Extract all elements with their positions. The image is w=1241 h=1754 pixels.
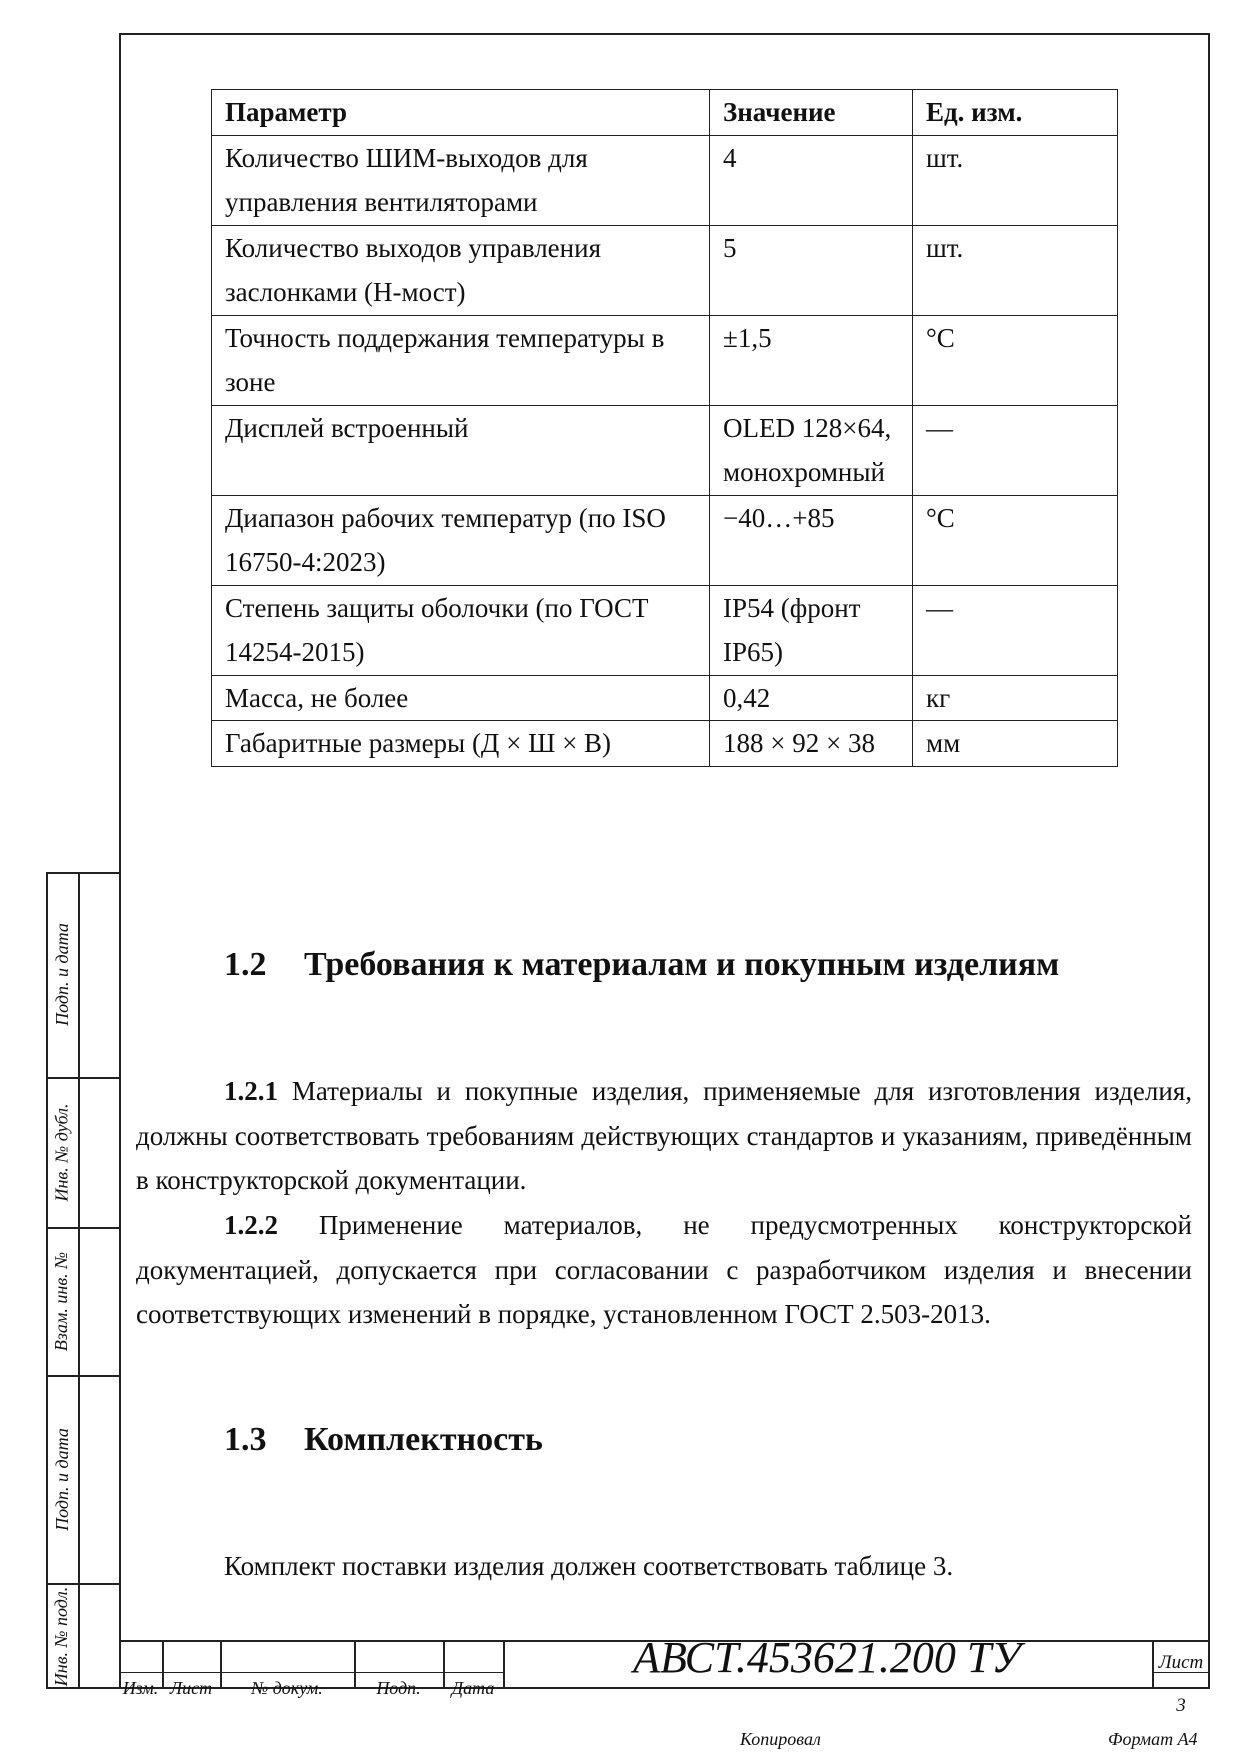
table-row	[212, 675, 1118, 721]
table-row	[212, 225, 1118, 315]
side-label-sign-date-2: Подп. и дата	[51, 1427, 72, 1531]
side-label-sign-date-1: Подп. и дата	[51, 923, 72, 1026]
paragraph-number: 1.2.2	[224, 1210, 278, 1240]
section-heading-1-2	[224, 946, 1059, 984]
cell-unit: —	[913, 405, 1118, 495]
cell-parameter: Точность поддержания температуры в зоне	[212, 315, 710, 405]
cell-value: OLED 128×64, монохромный	[710, 405, 913, 495]
cell-parameter: Дисплей встроенный	[212, 405, 710, 495]
cell-parameter: Количество ШИМ-выходов для управления вентиляторами	[212, 135, 710, 225]
section-heading-1-3	[224, 1421, 543, 1459]
cell-unit: °C	[913, 495, 1118, 585]
paragraph-text: Применение материалов, не предусмотренных конструкторской документацией, допускается при согласовании с разработчиком изделия и внесении соответствующих изменений в порядке, установленном ГОСТ 2.503-2013.	[136, 1210, 1192, 1329]
stamp-col-sign: Подп.	[376, 1678, 421, 1698]
paragraph-number: 1.2.1	[224, 1076, 278, 1106]
table-row	[212, 405, 1118, 495]
sheet-number: 3	[1176, 1695, 1186, 1716]
cell-value: ±1,5	[710, 315, 913, 405]
cell-parameter: Степень защиты оболочки (по ГОСТ 14254-2015)	[212, 585, 710, 675]
table-row	[212, 585, 1118, 675]
cell-parameter: Диапазон рабочих температур (по ISO 16750-4:2023)	[212, 495, 710, 585]
table-row	[212, 721, 1118, 767]
header-parameter: Параметр	[212, 90, 710, 136]
document-code: АВСТ.453621.200 ТУ	[633, 1633, 1021, 1682]
cell-value: 5	[710, 225, 913, 315]
stamp-col-doc-num: № докум.	[251, 1678, 323, 1698]
table-row	[212, 135, 1118, 225]
section-number: 1.2	[224, 946, 267, 983]
cell-unit: шт.	[913, 225, 1118, 315]
cell-unit: шт.	[913, 135, 1118, 225]
stamp-row-line	[119, 1672, 503, 1673]
cell-parameter: Габаритные размеры (Д × Ш × В)	[212, 721, 710, 767]
cell-unit: —	[913, 585, 1118, 675]
side-label-replace-inv: Взам. инв. №	[51, 1251, 72, 1351]
table-row	[212, 315, 1118, 405]
table-header-row	[212, 90, 1118, 136]
cell-value: 188 × 92 × 38	[710, 721, 913, 767]
side-label-orig-inv: Инв. № подл.	[51, 1586, 72, 1686]
copied-by-label: Копировал	[740, 1729, 821, 1749]
section-number: 1.3	[224, 1421, 267, 1458]
section-title: Требования к материалам и покупным изделиям	[304, 946, 1060, 983]
header-value: Значение	[710, 90, 913, 136]
cell-unit: °C	[913, 315, 1118, 405]
side-strip-divider	[78, 872, 80, 1689]
cell-unit: мм	[913, 721, 1118, 767]
cell-parameter: Масса, не более	[212, 675, 710, 721]
cell-value: 4	[710, 135, 913, 225]
paragraph-1-3	[136, 1544, 1192, 1589]
parameters-table	[211, 89, 1118, 767]
paragraph-text: Материалы и покупные изделия, применяемые для изготовления изделия, должны соответствовать требованиям действующих стандартов и указаниям, приведённым в конструкторской документации.	[136, 1076, 1192, 1195]
stamp-col-date: Дата	[451, 1678, 495, 1698]
cell-value: 0,42	[710, 675, 913, 721]
stamp-col-sheet: Лист	[169, 1678, 213, 1698]
paragraph-text: Комплект поставки изделия должен соответствовать таблице 3.	[224, 1551, 954, 1581]
sheet-label: Лист	[1158, 1652, 1204, 1673]
stamp-col-change: Изм.	[122, 1678, 159, 1698]
cell-value: −40…+85	[710, 495, 913, 585]
paper-format-label: Формат А4	[1108, 1729, 1198, 1749]
cell-parameter: Количество выходов управления заслонками (Н-мост)	[212, 225, 710, 315]
paragraph-1-2-2	[136, 1203, 1192, 1337]
cell-unit: кг	[913, 675, 1118, 721]
cell-value: IP54 (фронт IP65)	[710, 585, 913, 675]
header-unit: Ед. изм.	[913, 90, 1118, 136]
table-row	[212, 495, 1118, 585]
side-label-dup-inv: Инв. № дубл.	[51, 1102, 72, 1202]
section-title: Комплектность	[304, 1421, 543, 1458]
paragraph-1-2-1	[136, 1069, 1192, 1203]
